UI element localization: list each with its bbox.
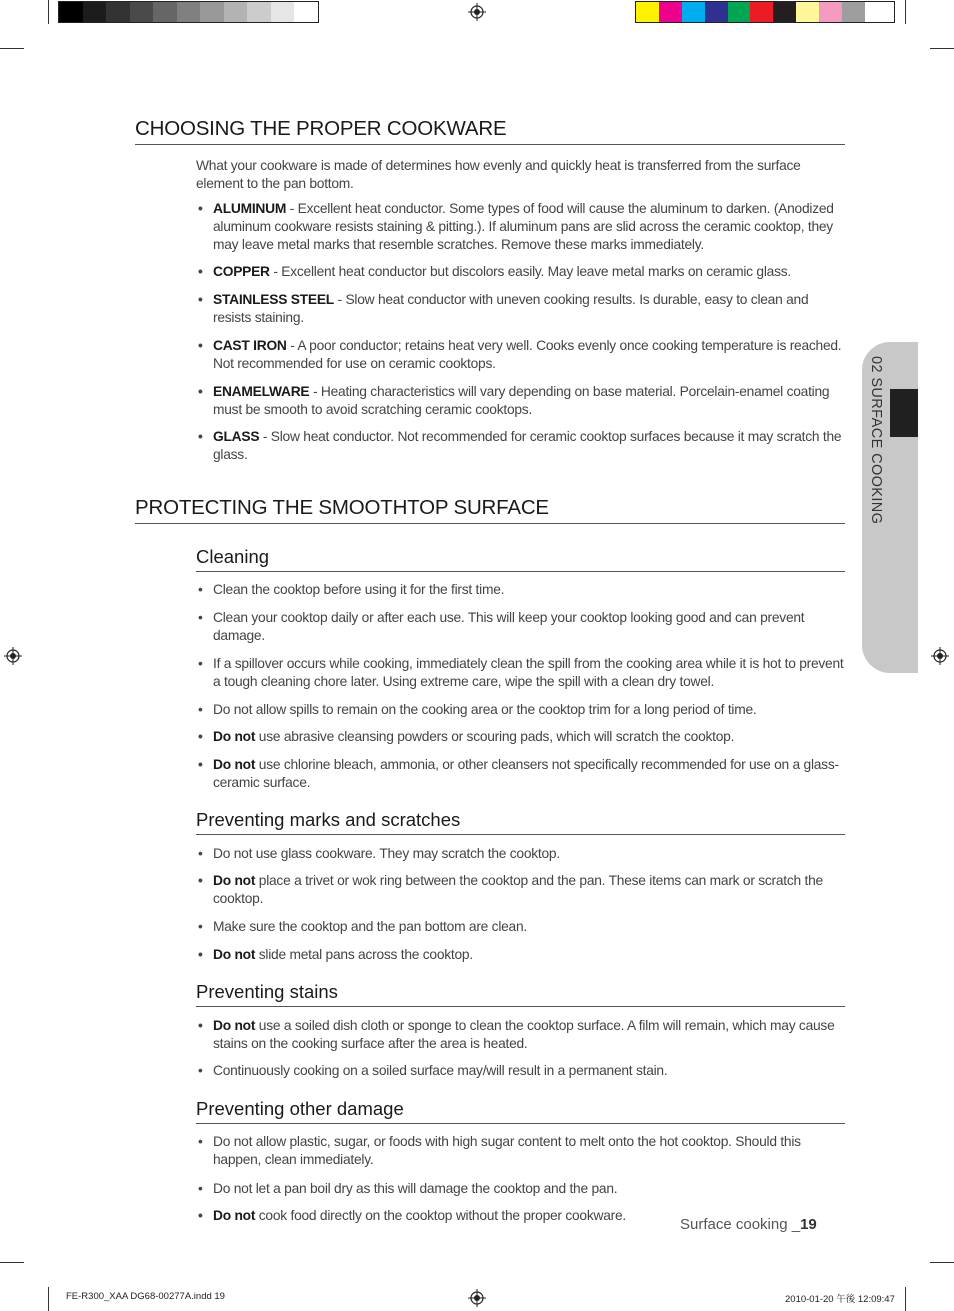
- list-item-lead: Do not: [213, 757, 256, 772]
- list-item: [198, 728, 848, 746]
- crop-mark: [0, 48, 24, 49]
- bullet-icon: •: [198, 656, 203, 671]
- bullet-icon: •: [198, 757, 203, 772]
- crop-mark: [930, 48, 954, 49]
- bullet-icon: •: [198, 384, 203, 399]
- list-item-lead: ALUMINUM: [213, 201, 287, 216]
- heading-rule: [196, 1123, 845, 1124]
- list-item-text: If a spillover occurs while cooking, immediately clean the spill from the cooking area while it is hot to prevent a tough cleaning chore later. Using extreme care, wipe the spill with a clean dry towel.: [213, 656, 844, 689]
- registration-mark-icon: [468, 3, 486, 21]
- list-item-text: Clean the cooktop before using it for the first time.: [213, 582, 505, 597]
- bullet-icon: •: [198, 1134, 203, 1149]
- crop-mark: [930, 1262, 954, 1263]
- list-item-lead: Do not: [213, 1208, 256, 1223]
- list-item-lead: COPPER: [213, 264, 270, 279]
- list-item-text: Do not allow spills to remain on the cooking area or the cooktop trim for a long period of time.: [213, 702, 757, 717]
- list-item: [198, 291, 848, 327]
- list-item-text: Make sure the cooktop and the pan bottom are clean.: [213, 919, 527, 934]
- crop-mark: [905, 0, 906, 24]
- list-item-text: COPPER - Excellent heat conductor but discolors easily. May leave metal marks on ceramic glass.: [213, 264, 791, 279]
- list-item-lead: ENAMELWARE: [213, 384, 310, 399]
- list-item-text: Clean your cooktop daily or after each use. This will keep your cooktop looking good and can prevent damage.: [213, 610, 805, 643]
- color-swatch: [728, 2, 751, 22]
- bullet-icon: •: [198, 1208, 203, 1223]
- color-swatch: [294, 2, 318, 22]
- color-swatch: [153, 2, 177, 22]
- list-item: [198, 655, 848, 691]
- list-item-text: ALUMINUM - Excellent heat conductor. Some types of food will cause the aluminum to darken. (Anodized aluminum cookware resists staining & pitting.). If aluminum pans are slid across the ceramic cooktop, they may leave metal marks that resemble scratches. Remove these marks immediately.: [213, 201, 834, 252]
- bullet-icon: •: [198, 338, 203, 353]
- list-item-text: GLASS - Slow heat conductor. Not recommended for ceramic cooktop surfaces because it may scratch the glass.: [213, 429, 842, 462]
- list-item: [198, 337, 848, 373]
- crop-mark: [0, 1262, 24, 1263]
- subheading-marks: [196, 809, 845, 831]
- list-item: [198, 263, 848, 281]
- section-title-cookware: [135, 117, 845, 141]
- grayscale-color-bar: [58, 1, 319, 23]
- crop-mark: [905, 1287, 906, 1311]
- color-swatch: [83, 2, 107, 22]
- list-item: [198, 872, 848, 908]
- list-item-text: Do not let a pan boil dry as this will damage the cooktop and the pan.: [213, 1181, 618, 1196]
- list-item-text: Do not use chlorine bleach, ammonia, or other cleansers not specifically recommended for use on a glass-ceramic surface.: [213, 757, 839, 790]
- list-item-text: Do not place a trivet or wok ring between the cooktop and the pan. These items can mark or scratch the cooktop.: [213, 873, 823, 906]
- color-swatch: [636, 2, 659, 22]
- registration-mark-icon: [931, 647, 949, 665]
- heading-rule: [196, 1006, 845, 1007]
- list-item-text: Do not use glass cookware. They may scratch the cooktop.: [213, 846, 560, 861]
- list-item: [198, 918, 848, 936]
- heading-rule: [196, 571, 845, 572]
- color-swatch: [177, 2, 201, 22]
- color-swatch: [819, 2, 842, 22]
- bullet-icon: •: [198, 729, 203, 744]
- heading-rule: [196, 834, 845, 835]
- section-title-text: CHOOSING THE PROPER COOKWARE: [135, 117, 507, 140]
- registration-mark-icon: [468, 1289, 486, 1307]
- subheading-damage: [196, 1098, 845, 1120]
- list-item-lead: Do not: [213, 1018, 256, 1033]
- crop-mark: [48, 1287, 49, 1311]
- list-item-lead: Do not: [213, 873, 256, 888]
- list-item-lead: CAST IRON: [213, 338, 287, 353]
- color-swatch: [200, 2, 224, 22]
- list-item-lead: Do not: [213, 729, 256, 744]
- bullet-icon: •: [198, 846, 203, 861]
- color-swatch: [659, 2, 682, 22]
- bullet-icon: •: [198, 201, 203, 216]
- subheading-cleaning: [196, 546, 845, 568]
- bullet-icon: •: [198, 1063, 203, 1078]
- list-item: [198, 428, 848, 464]
- list-item-lead: GLASS: [213, 429, 260, 444]
- bullet-icon: •: [198, 1181, 203, 1196]
- footer-section-name: Surface cooking _: [680, 1216, 801, 1233]
- color-swatch: [271, 2, 295, 22]
- list-item-text: Do not use a soiled dish cloth or sponge to clean the cooktop surface. A film will remain, which may cause stains on the cooking surface after the area is heated.: [213, 1018, 835, 1051]
- color-swatch: [224, 2, 248, 22]
- bullet-icon: •: [198, 873, 203, 888]
- bullet-icon: •: [198, 702, 203, 717]
- list-item: [198, 609, 848, 645]
- color-swatch: [773, 2, 796, 22]
- color-swatch: [130, 2, 154, 22]
- list-item: [198, 701, 848, 719]
- subheading-text: Preventing other damage: [196, 1098, 404, 1119]
- list-item-lead: Do not: [213, 947, 256, 962]
- cookware-intro: What your cookware is made of determines how evenly and quickly heat is transferred from the surface element to the pan bottom.: [196, 158, 801, 191]
- list-item: [198, 581, 848, 599]
- bullet-icon: •: [198, 947, 203, 962]
- chapter-tab-label: 02 SURFACE COOKING: [868, 356, 884, 525]
- list-item: [198, 200, 848, 254]
- list-item: [198, 1133, 848, 1169]
- section-title-smoothtop: [135, 496, 845, 520]
- chapter-tab-marker: [890, 389, 918, 437]
- list-item: [198, 756, 848, 792]
- list-item: [198, 1017, 848, 1053]
- list-item: [198, 1180, 848, 1198]
- page-footer: [680, 1216, 817, 1233]
- crop-mark: [48, 0, 49, 24]
- list-item-text: CAST IRON - A poor conductor; retains heat very well. Cooks evenly once cooking temperature is reached. Not recommended for use on ceramic cooktops.: [213, 338, 842, 371]
- subheading-text: Cleaning: [196, 546, 270, 567]
- print-slug-date: 2010-01-20 午後 12:09:47: [785, 1294, 895, 1305]
- print-slug-file: FE-R300_XAA DG68-00277A.indd 19: [66, 1291, 225, 1302]
- color-swatch: [750, 2, 773, 22]
- heading-rule: [135, 144, 845, 145]
- subheading-text: Preventing marks and scratches: [196, 809, 461, 830]
- section-title-text: PROTECTING THE SMOOTHTOP SURFACE: [135, 496, 549, 519]
- list-item: [198, 383, 848, 419]
- color-swatch: [59, 2, 83, 22]
- list-item: [198, 845, 848, 863]
- list-item-text: Do not use abrasive cleansing powders or scouring pads, which will scratch the cooktop.: [213, 729, 735, 744]
- bullet-icon: •: [198, 1018, 203, 1033]
- bullet-icon: •: [198, 264, 203, 279]
- list-item-text: Do not slide metal pans across the cooktop.: [213, 947, 473, 962]
- color-swatch: [705, 2, 728, 22]
- registration-mark-icon: [4, 647, 22, 665]
- color-swatch: [842, 2, 865, 22]
- list-item-text: Do not cook food directly on the cooktop without the proper cookware.: [213, 1208, 626, 1223]
- color-swatch: [247, 2, 271, 22]
- bullet-icon: •: [198, 292, 203, 307]
- list-item-lead: STAINLESS STEEL: [213, 292, 334, 307]
- list-item: [198, 946, 848, 964]
- list-item-text: Do not allow plastic, sugar, or foods with high sugar content to melt onto the hot cooktop. Should this happen, clean immediately.: [213, 1134, 801, 1167]
- list-item-text: ENAMELWARE - Heating characteristics will vary depending on base material. Porcelain-enamel coating must be smooth to avoid scratching ceramic cooktops.: [213, 384, 830, 417]
- list-item: [198, 1062, 848, 1080]
- bullet-icon: •: [198, 429, 203, 444]
- color-swatch: [106, 2, 130, 22]
- subheading-stains: [196, 981, 845, 1003]
- bullet-icon: •: [198, 919, 203, 934]
- process-color-bar: [635, 1, 895, 23]
- subheading-text: Preventing stains: [196, 981, 338, 1002]
- list-item-text: STAINLESS STEEL - Slow heat conductor with uneven cooking results. Is durable, easy to clean and resists staining.: [213, 292, 809, 325]
- heading-rule: [135, 523, 845, 524]
- color-swatch: [796, 2, 819, 22]
- color-swatch: [682, 2, 705, 22]
- bullet-icon: •: [198, 582, 203, 597]
- bullet-icon: •: [198, 610, 203, 625]
- list-item-text: Continuously cooking on a soiled surface may/will result in a permanent stain.: [213, 1063, 668, 1078]
- page-number: 19: [800, 1216, 817, 1233]
